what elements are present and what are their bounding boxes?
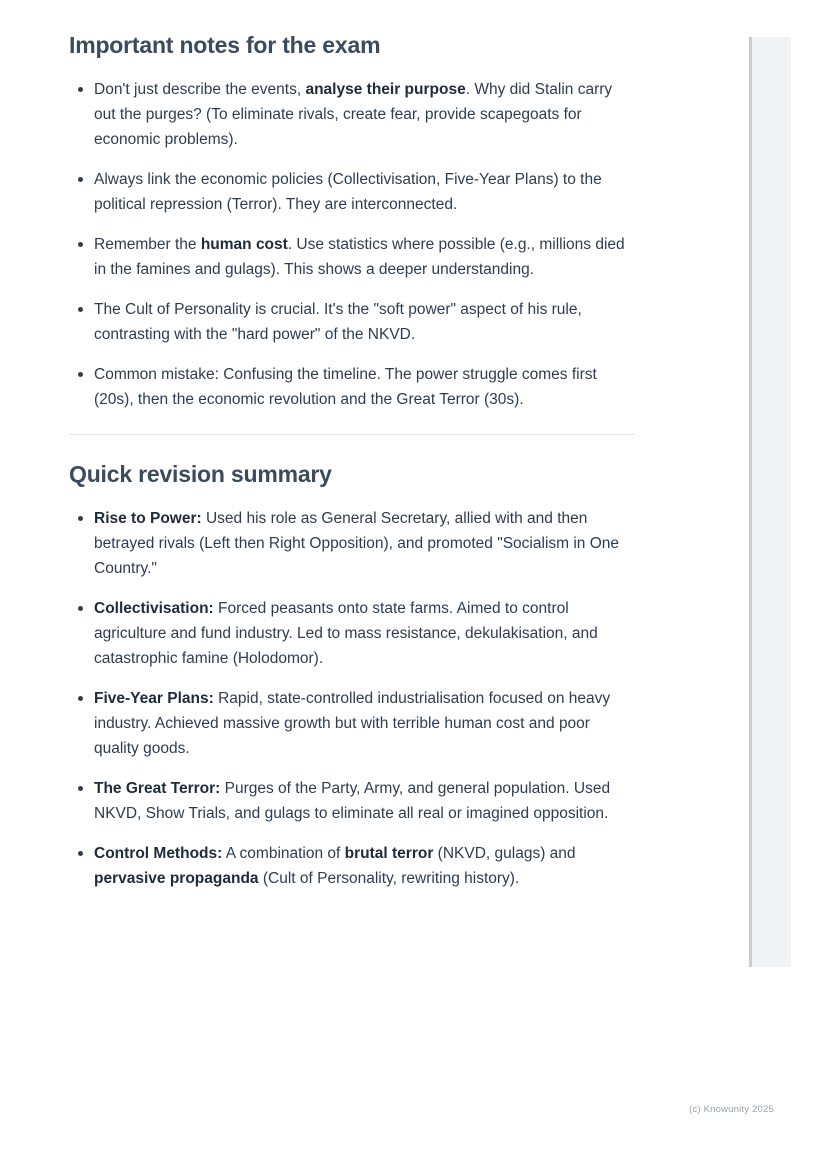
list-item [94,506,635,581]
important-notes-list [69,77,635,412]
body-text: Used his role as General Secretary, allied with and then betrayed rivals (Left then Right Opposition), and promoted "Socialism in One Country." [94,510,620,577]
emphasis-text: Five-Year Plans: [94,690,214,707]
body-text: Forced peasants onto state farms. Aimed to control agriculture and fund industry. Led to mass resistance, dekulakisation, and catastrophic famine (Holodomor). [94,600,598,667]
emphasis-text: human cost [200,236,288,253]
scrollbar[interactable] [749,37,791,967]
body-text: Remember the [94,236,201,253]
page-title-quick-revision: Quick revision summary [69,461,332,487]
document-content [69,32,635,906]
body-text: Common mistake: Confusing the timeline. The power struggle comes first (20s), then the economic revolution and the Great Terror (30s). [94,366,597,408]
list-item [94,776,635,826]
emphasis-text: analyse their purpose [305,81,466,98]
list-item [94,841,635,891]
body-text: Always link the economic policies (Collectivisation, Five-Year Plans) to the political repression (Terror). They are interconnected. [94,171,602,213]
emphasis-text: The Great Terror: [94,780,221,797]
list-item [94,297,635,347]
footer-copyright: (c) Knowunity 2025 [689,1104,774,1115]
body-text: . Use statistics where possible (e.g., millions died in the famines and gulags). This shows a deeper understanding. [94,236,625,278]
body-text: . Why did Stalin carry out the purges? (To eliminate rivals, create fear, provide scapegoats for economic problems). [94,81,613,148]
emphasis-text: pervasive propaganda [94,870,259,887]
emphasis-text: Control Methods: [94,845,223,862]
list-item [94,686,635,761]
list-item [94,362,635,412]
body-text: The Cult of Personality is crucial. It's the "soft power" aspect of his rule, contrasting with the "hard power" of the NKVD. [94,301,582,343]
section-divider [69,434,635,435]
emphasis-text: Rise to Power: [94,510,202,527]
emphasis-text: brutal terror [344,845,434,862]
body-text: Don't just describe the events, [94,81,306,98]
list-item [94,596,635,671]
body-text: Purges of the Party, Army, and general population. Used NKVD, Show Trials, and gulags to eliminate all real or imagined opposition. [94,780,611,822]
page-title-important-notes: Important notes for the exam [69,32,381,58]
scrollbar-thumb[interactable] [749,37,752,967]
body-text: (NKVD, gulags) and [433,845,576,862]
body-text: Rapid, state-controlled industrialisation focused on heavy industry. Achieved massive growth but with terrible human cost and poor quality goods. [94,690,611,757]
emphasis-text: Collectivisation: [94,600,214,617]
body-text: (Cult of Personality, rewriting history). [258,870,520,887]
list-item [94,167,635,217]
list-item [94,232,635,282]
list-item [94,77,635,152]
body-text: A combination of [222,845,345,862]
quick-revision-list [69,506,635,891]
